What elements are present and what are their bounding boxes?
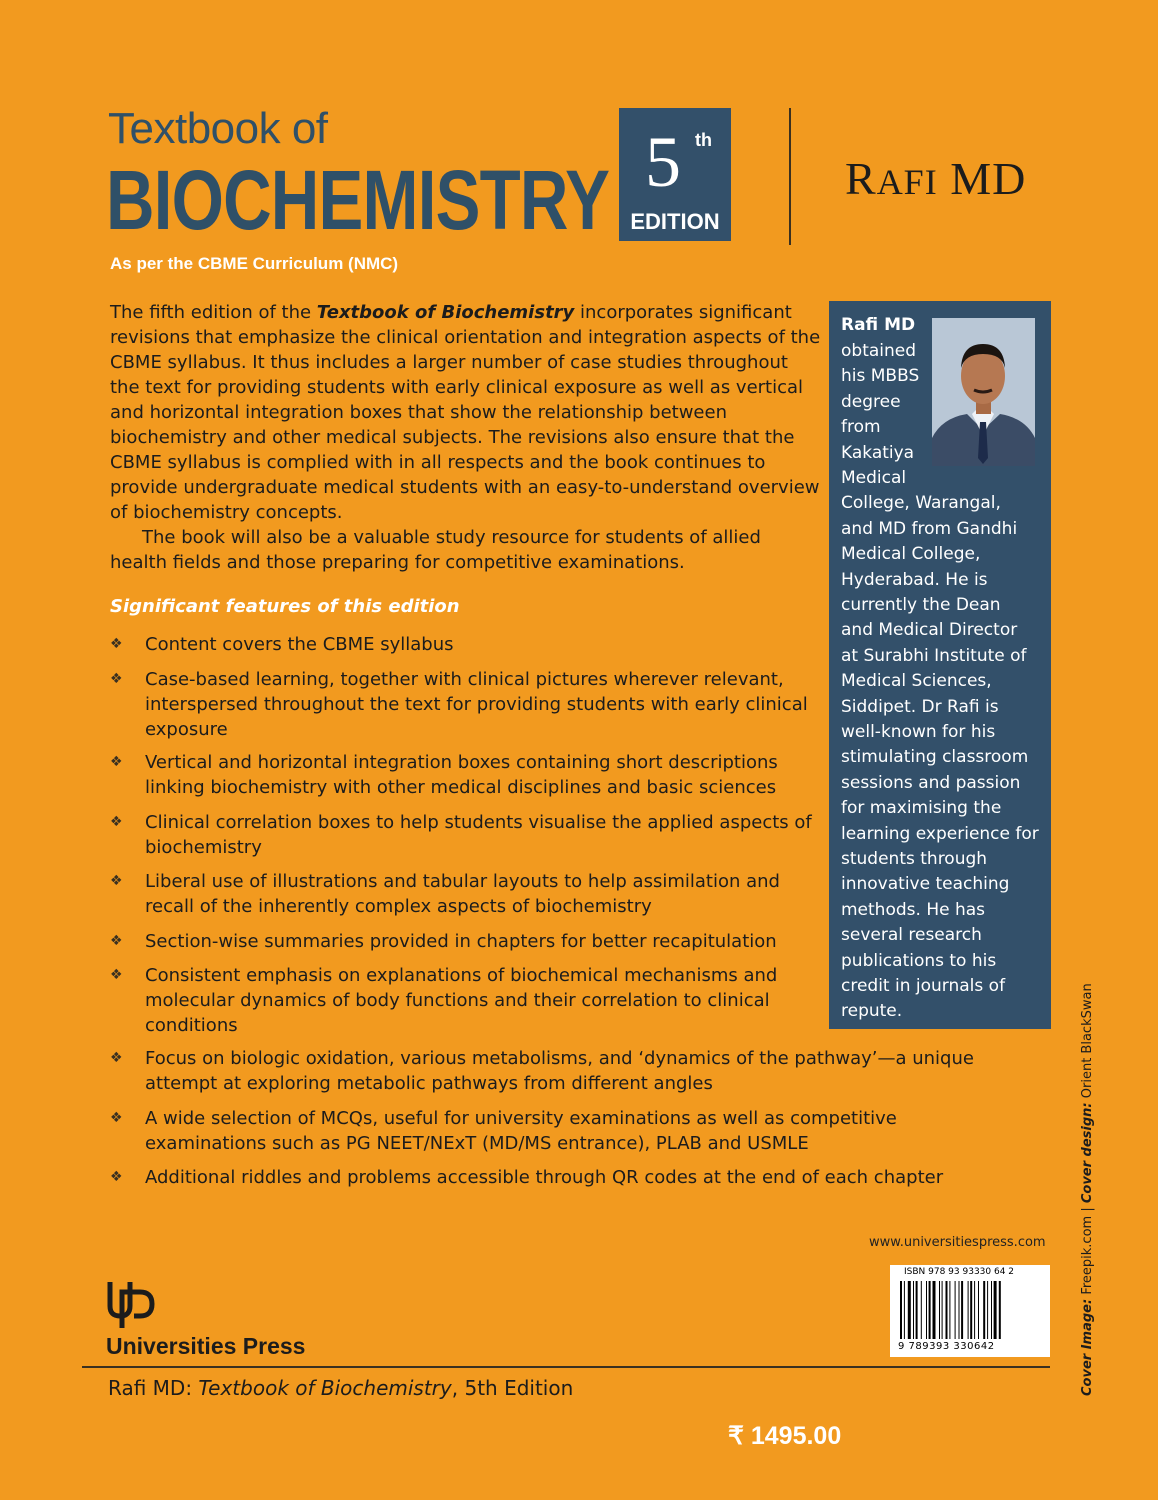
barcode-bar	[955, 1281, 956, 1339]
barcode-bar	[987, 1281, 988, 1339]
description-book-title: Textbook of Biochemistry	[316, 302, 575, 323]
feature-text: Section-wise summaries provided in chapters for better recapitulation	[145, 931, 777, 952]
book-title: BIOCHEMISTRY	[106, 153, 610, 247]
price-label: ₹ 1495.00	[728, 1422, 842, 1450]
bullet-icon: ❖	[110, 1050, 123, 1066]
barcode-bar	[913, 1281, 914, 1339]
isbn-label: ISBN 978 93 93330 64 2	[904, 1267, 1015, 1277]
edition-number: 5	[645, 122, 681, 202]
feature-item	[110, 750, 810, 800]
bio-line: for maximising the	[841, 798, 1002, 819]
bio-line: well-known for his	[841, 722, 996, 742]
bio-line: methods. He has	[841, 899, 986, 920]
bullet-icon: ❖	[110, 1110, 123, 1126]
bio-line: publications to his	[841, 950, 997, 971]
feature-item	[110, 1106, 960, 1156]
barcode-bars	[898, 1281, 1042, 1339]
barcode-bar	[926, 1281, 927, 1339]
bio-author-name: Rafi MD	[841, 315, 916, 335]
bio-line: Kakatiya	[841, 442, 915, 463]
bio-line: Hyderabad. He is	[841, 569, 988, 590]
bio-line: College, Warangal,	[841, 493, 1001, 514]
author-photo	[932, 318, 1035, 466]
bio-line: obtained	[841, 341, 917, 361]
bio-line: innovative teaching	[841, 874, 1010, 895]
title-prefix: Textbook of	[108, 104, 328, 153]
bio-line: Medical College,	[841, 544, 981, 565]
barcode-bar	[904, 1281, 905, 1339]
bullet-icon: ❖	[110, 1169, 123, 1185]
bio-line: at Surabhi Institute of	[841, 645, 1027, 666]
header-divider	[789, 108, 791, 245]
barcode-bar	[983, 1281, 985, 1339]
bio-line: Siddipet. Dr Rafi is	[841, 696, 999, 717]
bullet-icon: ❖	[110, 933, 123, 949]
feature-item	[110, 1165, 990, 1190]
isbn-barcode	[890, 1265, 1050, 1357]
portrait-illustration	[932, 318, 1035, 466]
barcode-bar	[961, 1281, 963, 1339]
bullet-icon: ❖	[110, 873, 123, 889]
barcode-bar	[959, 1281, 960, 1339]
bullet-icon: ❖	[110, 754, 123, 770]
curriculum-subtitle: As per the CBME Curriculum (NMC)	[110, 254, 399, 273]
feature-text: A wide selection of MCQs, useful for university examinations as well as competitive examinations such as PG NEET/NExT (MD/MS entrance), PLAB and USMLE	[145, 1108, 897, 1154]
barcode-bar	[949, 1281, 950, 1339]
feature-text: Liberal use of illustrations and tabular layouts to help assimilation and recall of the inherently complex aspects of biochemistry	[145, 871, 780, 917]
feature-item	[110, 963, 810, 1038]
bio-line: currently the Dean	[841, 595, 1001, 615]
book-description	[110, 300, 822, 575]
features-heading: Significant features of this edition	[110, 596, 460, 617]
bio-line: his MBBS	[841, 366, 920, 387]
barcode-bar	[999, 1281, 1001, 1339]
footer-rule	[82, 1366, 1050, 1368]
feature-item	[110, 929, 810, 954]
description-paragraph: The fifth edition of the Textbook of Biochemistry incorporates significant revisions that emphasize the clinical orientation and integration aspects of the CBME syllabus. It thus includes a larger number of case studies throughout the text for providing students with early clinical exposure as well as vertical and horizontal integration boxes that show the relationship between biochemistry and other medical subjects. The revisions also ensure that the CBME syllabus is complied with in all respects and the book continues to provide undergraduate medical students with an easy-to-understand overview of biochemistry concepts.	[110, 302, 821, 523]
feature-text: Consistent emphasis on explanations of biochemical mechanisms and molecular dynamics of body functions and their correlation to clinical conditions	[145, 965, 778, 1036]
bio-line: Medical Sciences,	[841, 671, 992, 692]
bio-line: and Medical Director	[841, 620, 1018, 641]
book-citation: Rafi MD: Textbook of Biochemistry, 5th Edition	[108, 1376, 574, 1400]
barcode-bar	[978, 1281, 979, 1339]
feature-text: Clinical correlation boxes to help students visualise the applied aspects of biochemistry	[145, 812, 812, 858]
feature-item	[110, 810, 820, 860]
feature-text: Focus on biologic oxidation, various metabolisms, and ‘dynamics of the pathway’—a unique attempt at exploring metabolic pathways from different angles	[145, 1048, 974, 1094]
bullet-icon: ❖	[110, 967, 123, 983]
bio-line: repute.	[841, 1001, 903, 1022]
bio-line: from	[841, 417, 881, 438]
feature-item	[110, 667, 810, 742]
feature-text: Case-based learning, together with clinical pictures wherever relevant, interspersed throughout the text for providing students with early clinical exposure	[145, 669, 808, 740]
author-bio-panel	[829, 301, 1051, 1029]
credit-image-label: Cover Image:	[1080, 1298, 1095, 1396]
bullet-icon: ❖	[110, 671, 123, 687]
bio-line: sessions and passion	[841, 772, 1021, 793]
barcode-bar	[916, 1281, 918, 1339]
feature-text: Additional riddles and problems accessible through QR codes at the end of each chapter	[145, 1167, 944, 1188]
feature-item	[110, 632, 800, 657]
feature-item	[110, 1046, 1010, 1096]
bio-line: stimulating classroom	[841, 747, 1029, 768]
bio-line: learning experience for	[841, 823, 1039, 844]
feature-text: Vertical and horizontal integration boxes containing short descriptions linking biochemistry with other medical disciplines and basic sciences	[145, 752, 778, 798]
credit-design-label: Cover design:	[1080, 1102, 1095, 1204]
publisher-url: www.universitiespress.com	[869, 1235, 1046, 1250]
edition-label: EDITION	[630, 209, 720, 234]
barcode-number: 9 789393 330642	[898, 1341, 995, 1352]
barcode-bar	[939, 1281, 940, 1339]
edition-badge	[619, 108, 731, 241]
publisher-name: Universities Press	[106, 1333, 306, 1359]
cover-credits: Cover Image: Freepik.com | Cover design: Orient BlackSwan	[1080, 983, 1095, 1396]
bullet-icon: ❖	[110, 636, 123, 652]
description-paragraph: The book will also be a valuable study resource for students of allied health fields and those preparing for competitive examinations.	[110, 527, 761, 573]
barcode-bar	[946, 1281, 948, 1339]
barcode-bar	[968, 1281, 969, 1339]
author-name: RAFI MD	[845, 153, 1027, 204]
barcode-bar	[908, 1281, 911, 1339]
bio-line: Medical	[841, 468, 907, 488]
barcode-bar	[991, 1281, 992, 1339]
barcode-bar	[970, 1281, 972, 1339]
bio-line: credit in journals of	[841, 976, 1006, 996]
bio-line: and MD from Gandhi	[841, 518, 1018, 539]
barcode-bar	[929, 1281, 931, 1339]
feature-item	[110, 869, 810, 919]
barcode-bar	[933, 1281, 936, 1339]
bio-line: degree	[841, 391, 901, 412]
edition-suffix: th	[695, 130, 712, 150]
barcode-bar	[942, 1281, 943, 1339]
bullet-icon: ❖	[110, 814, 123, 830]
publisher-logo-icon	[106, 1280, 160, 1330]
feature-text: Content covers the CBME syllabus	[145, 634, 454, 655]
barcode-bar	[974, 1281, 975, 1339]
citation-title: Textbook of Biochemistry	[198, 1376, 452, 1400]
bio-line: students through	[841, 849, 988, 869]
barcode-bar	[994, 1281, 997, 1339]
bio-line: several research	[841, 925, 982, 946]
barcode-bar	[921, 1281, 922, 1339]
barcode-bar	[900, 1281, 902, 1339]
